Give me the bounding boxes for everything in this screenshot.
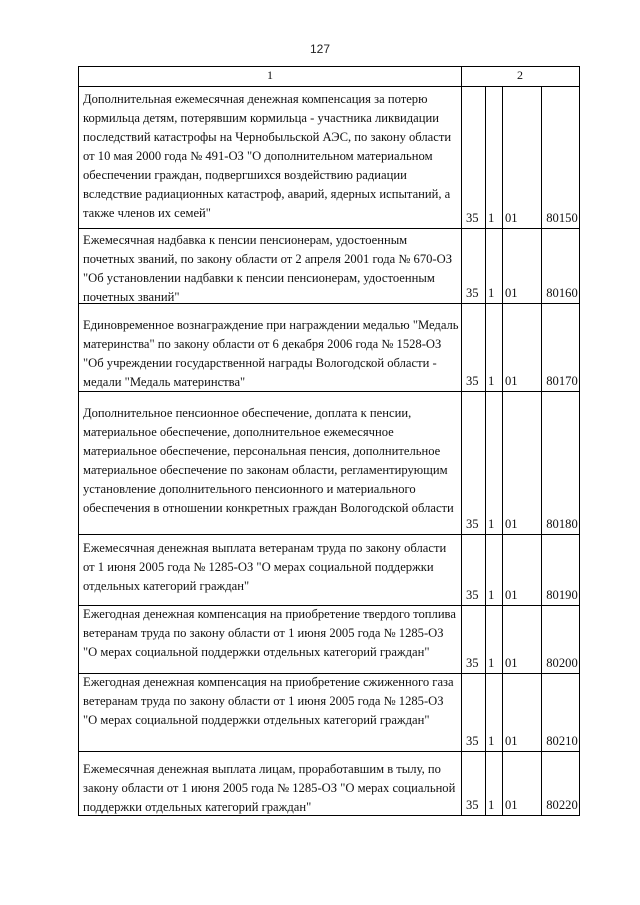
row-description: Дополнительная ежемесячная денежная компенсация за потерю кормильца детям, потерявшим кормильца - участника ликвидации последствий катастрофы на Чернобыльской АЭС, по закону области от 10 мая 2000 года № 491-ОЗ "О дополнительном материальном обеспечении граждан, подвергшихся воздействию радиации вследствие радиационных катастроф, аварий, ядерных испытаний, а также членов их семей"	[83, 92, 452, 220]
row-description: Дополнительное пенсионное обеспечение, доплата к пенсии, материальное обеспечение, дополнительное ежемесячное материальное обеспечение, персональная пенсия, дополнительное материальное обеспечение по законам области, регламентирующим установление дополнительного пенсионного и материального обеспечения в отношении конкретных граждан Вологодской области	[83, 406, 454, 515]
code-item: 01	[505, 734, 518, 748]
code-item: 01	[505, 374, 518, 388]
code-subsection: 1	[488, 211, 495, 225]
code-item: 01	[505, 517, 518, 531]
budget-table	[78, 66, 580, 816]
row-description: Единовременное вознаграждение при награждении медалью "Медаль материнства" по закону области от 6 декабря 2006 года № 1528-ОЗ "Об учреждении государственной награды Вологодской области - медали "Медаль материнства"	[83, 318, 459, 389]
row-description: Ежемесячная надбавка к пенсии пенсионерам, удостоенным почетных званий, по закону области от 2 апреля 2001 года № 670-ОЗ "Об установлении надбавки к пенсии пенсионерам, удостоенным почетных званий"	[83, 233, 453, 304]
row-description: Ежегодная денежная компенсация на приобретение твердого топлива ветеранам труда по закону области от 1 июня 2005 года № 1285-ОЗ "О мерах социальной поддержки отдельных категорий граждан"	[83, 607, 456, 659]
code-section: 35	[466, 517, 479, 531]
code-subsection: 1	[488, 517, 495, 531]
code-subsection: 1	[488, 656, 495, 670]
row-description: Ежемесячная денежная выплата ветеранам труда по закону области от 1 июня 2005 года № 1285-ОЗ "О мерах социальной поддержки отдельных категорий граждан"	[83, 541, 447, 593]
code-section: 35	[466, 656, 479, 670]
table-row	[79, 673, 579, 751]
code-subsection: 1	[488, 374, 495, 388]
header-col-1: 1	[267, 68, 273, 82]
code-article: 80210	[546, 734, 578, 748]
code-item: 01	[505, 656, 518, 670]
code-article: 80180	[546, 517, 578, 531]
code-item: 01	[505, 798, 518, 812]
code-item: 01	[505, 211, 518, 225]
table-row	[79, 391, 579, 534]
code-subsection: 1	[488, 286, 495, 300]
code-subsection: 1	[488, 588, 495, 602]
code-item: 01	[505, 286, 518, 300]
code-section: 35	[466, 286, 479, 300]
table-header	[79, 67, 579, 87]
table-row	[79, 605, 579, 673]
code-article: 80170	[546, 374, 578, 388]
page-number: 127	[309, 42, 331, 56]
code-section: 35	[466, 374, 479, 388]
code-article: 80190	[546, 588, 578, 602]
code-article: 80200	[546, 656, 578, 670]
header-col-2: 2	[517, 68, 523, 82]
code-section: 35	[466, 588, 479, 602]
row-description: Ежегодная денежная компенсация на приобретение сжиженного газа ветеранам труда по закону области от 1 июня 2005 года № 1285-ОЗ "О мерах социальной поддержки отдельных категорий граждан"	[83, 675, 454, 727]
table-row	[79, 303, 579, 391]
code-subsection: 1	[488, 734, 495, 748]
table-row	[79, 751, 579, 815]
table-row	[79, 228, 579, 303]
table-row	[79, 534, 579, 605]
code-section: 35	[466, 211, 479, 225]
code-article: 80160	[546, 286, 578, 300]
code-section: 35	[466, 798, 479, 812]
table-row	[79, 86, 579, 228]
code-subsection: 1	[488, 798, 495, 812]
row-description: Ежемесячная денежная выплата лицам, проработавшим в тылу, по закону области от 1 июня 2005 года № 1285-ОЗ "О мерах социальной поддержки отдельных категорий граждан"	[83, 762, 456, 814]
code-section: 35	[466, 734, 479, 748]
code-article: 80220	[546, 798, 578, 812]
code-article: 80150	[546, 211, 578, 225]
code-item: 01	[505, 588, 518, 602]
